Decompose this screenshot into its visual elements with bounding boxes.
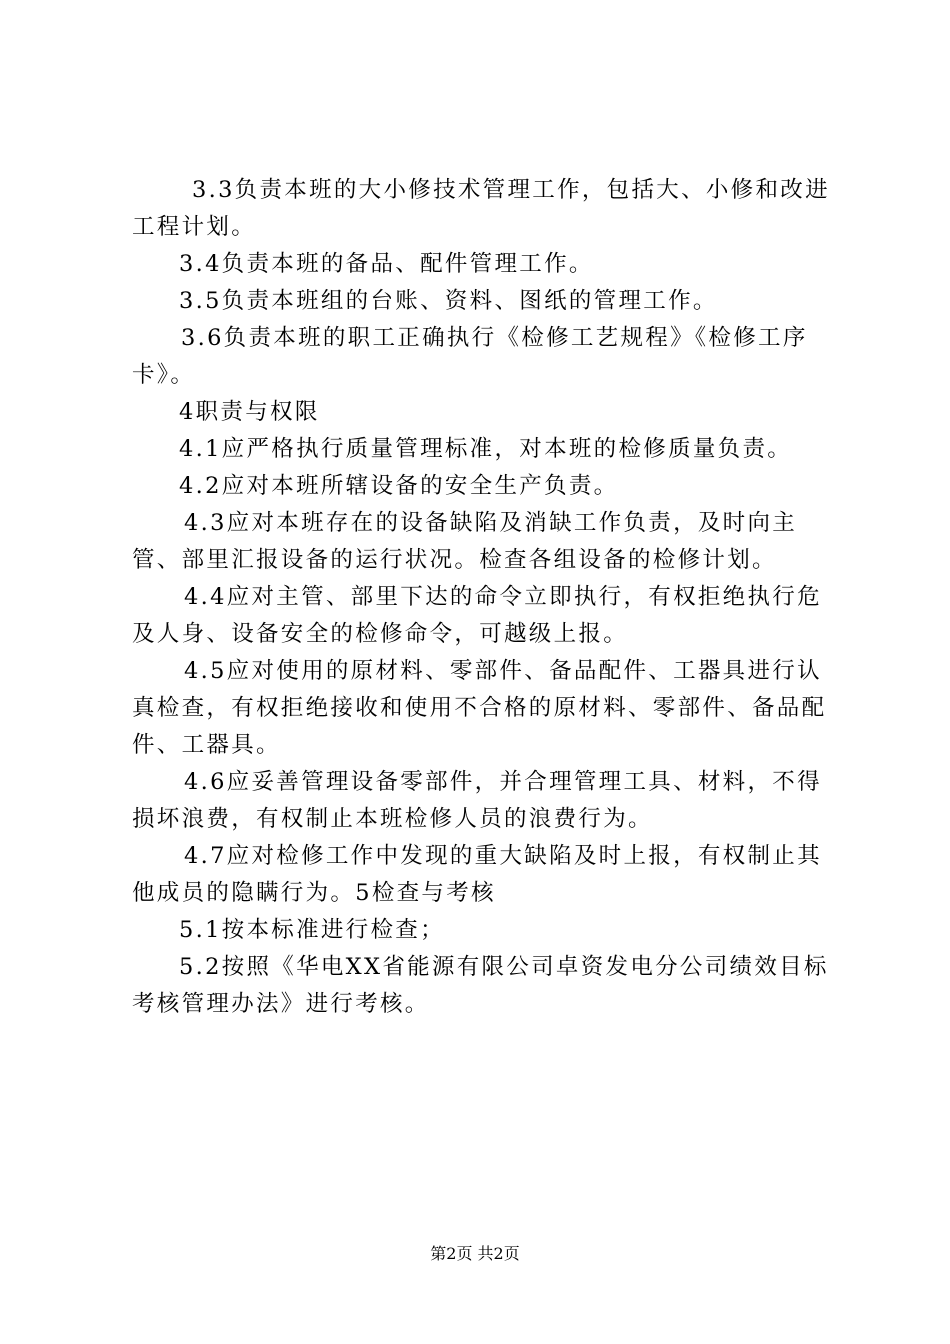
paragraph: 3.4负责本班的备品、配件管理工作。	[179, 251, 594, 277]
paragraph: 3.3负责本班的大小修技术管理工作，包括大、小修和改进工程计划。	[132, 177, 830, 240]
paragraph: 4.3应对本班存在的设备缺陷及消缺工作负责，及时向主管、部里汇报设备的运行状况。检查各组设备的检修计划。	[132, 510, 798, 573]
paragraph: 4职责与权限	[179, 399, 320, 425]
page-footer: 第2页 共2页	[430, 1244, 520, 1263]
paragraph: 4.7应对检修工作中发现的重大缺陷及时上报，有权制止其他成员的隐瞒行为。5检查与考核	[132, 843, 822, 906]
paragraph: 4.1应严格执行质量管理标准，对本班的检修质量负责。	[179, 436, 793, 462]
paragraph: 3.5负责本班组的台账、资料、图纸的管理工作。	[179, 288, 718, 314]
document-body	[132, 172, 832, 1023]
paragraph: 5.1按本标准进行检查；	[179, 917, 445, 943]
paragraph: 3.6负责本班的职工正确执行《检修工艺规程》《检修工序卡》。	[132, 325, 808, 388]
paragraph: 4.4应对主管、部里下达的命令立即执行，有权拒绝执行危及人身、设备安全的检修命令，可越级上报。	[132, 584, 822, 647]
paragraph: 5.2按照《华电XX省能源有限公司卓资发电分公司绩效目标考核管理办法》进行考核。	[132, 954, 829, 1017]
paragraph: 4.2应对本班所辖设备的安全生产负责。	[179, 473, 619, 499]
paragraph: 4.5应对使用的原材料、零部件、备品配件、工器具进行认真检查，有权拒绝接收和使用不合格的原材料、零部件、备品配件、工器具。	[132, 658, 827, 758]
paragraph: 4.6应妥善管理设备零部件，并合理管理工具、材料，不得损坏浪费，有权制止本班检修人员的浪费行为。	[132, 769, 822, 832]
